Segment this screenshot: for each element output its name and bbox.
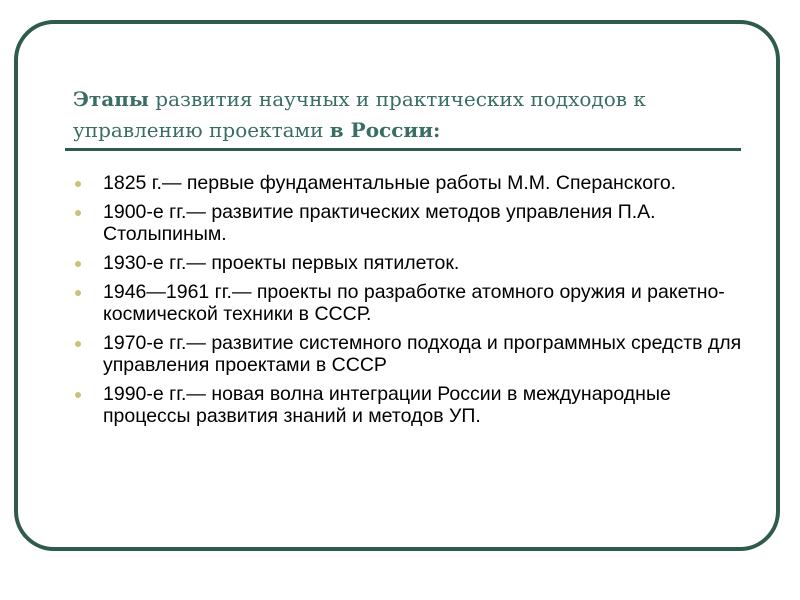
bullet-item xyxy=(73,252,743,274)
title-bold-end: в России: xyxy=(329,118,441,142)
bullet-item xyxy=(73,201,743,245)
slide-title xyxy=(73,84,723,146)
title-bold-start: Этапы xyxy=(73,87,149,111)
bullet-text: 1990-е гг.— новая волна интеграции России в международные процессы развития знаний и методов УП. xyxy=(103,383,671,427)
bullet-text: 1946—1961 гг.— проекты по разработке атомного оружия и ракетно-космической техники в СССР. xyxy=(103,281,725,325)
bullet-dot-icon xyxy=(75,290,81,296)
bullet-dot-icon xyxy=(75,341,81,347)
bullet-item xyxy=(73,172,743,194)
bullet-list xyxy=(73,172,743,434)
bullet-dot-icon xyxy=(75,392,81,398)
bullet-text: 1970-е гг.— развитие системного подхода и программных средств для управления проектами в СССР xyxy=(103,332,742,376)
bullet-text: 1900-е гг.— развитие практических методов управления П.А. Столыпиным. xyxy=(103,201,656,245)
bullet-dot-icon xyxy=(75,181,81,187)
bullet-dot-icon xyxy=(75,210,81,216)
bullet-text: 1825 г.— первые фундаментальные работы М.М. Сперанского. xyxy=(103,172,677,194)
bullet-text: 1930-е гг.— проекты первых пятилеток. xyxy=(103,252,460,274)
title-middle: развития научных и практических подходов к управлению проектами xyxy=(73,87,646,142)
bullet-dot-icon xyxy=(75,261,81,267)
bullet-item xyxy=(73,383,743,427)
bullet-item xyxy=(73,332,743,376)
title-underline xyxy=(65,148,741,151)
bullet-item xyxy=(73,281,743,325)
